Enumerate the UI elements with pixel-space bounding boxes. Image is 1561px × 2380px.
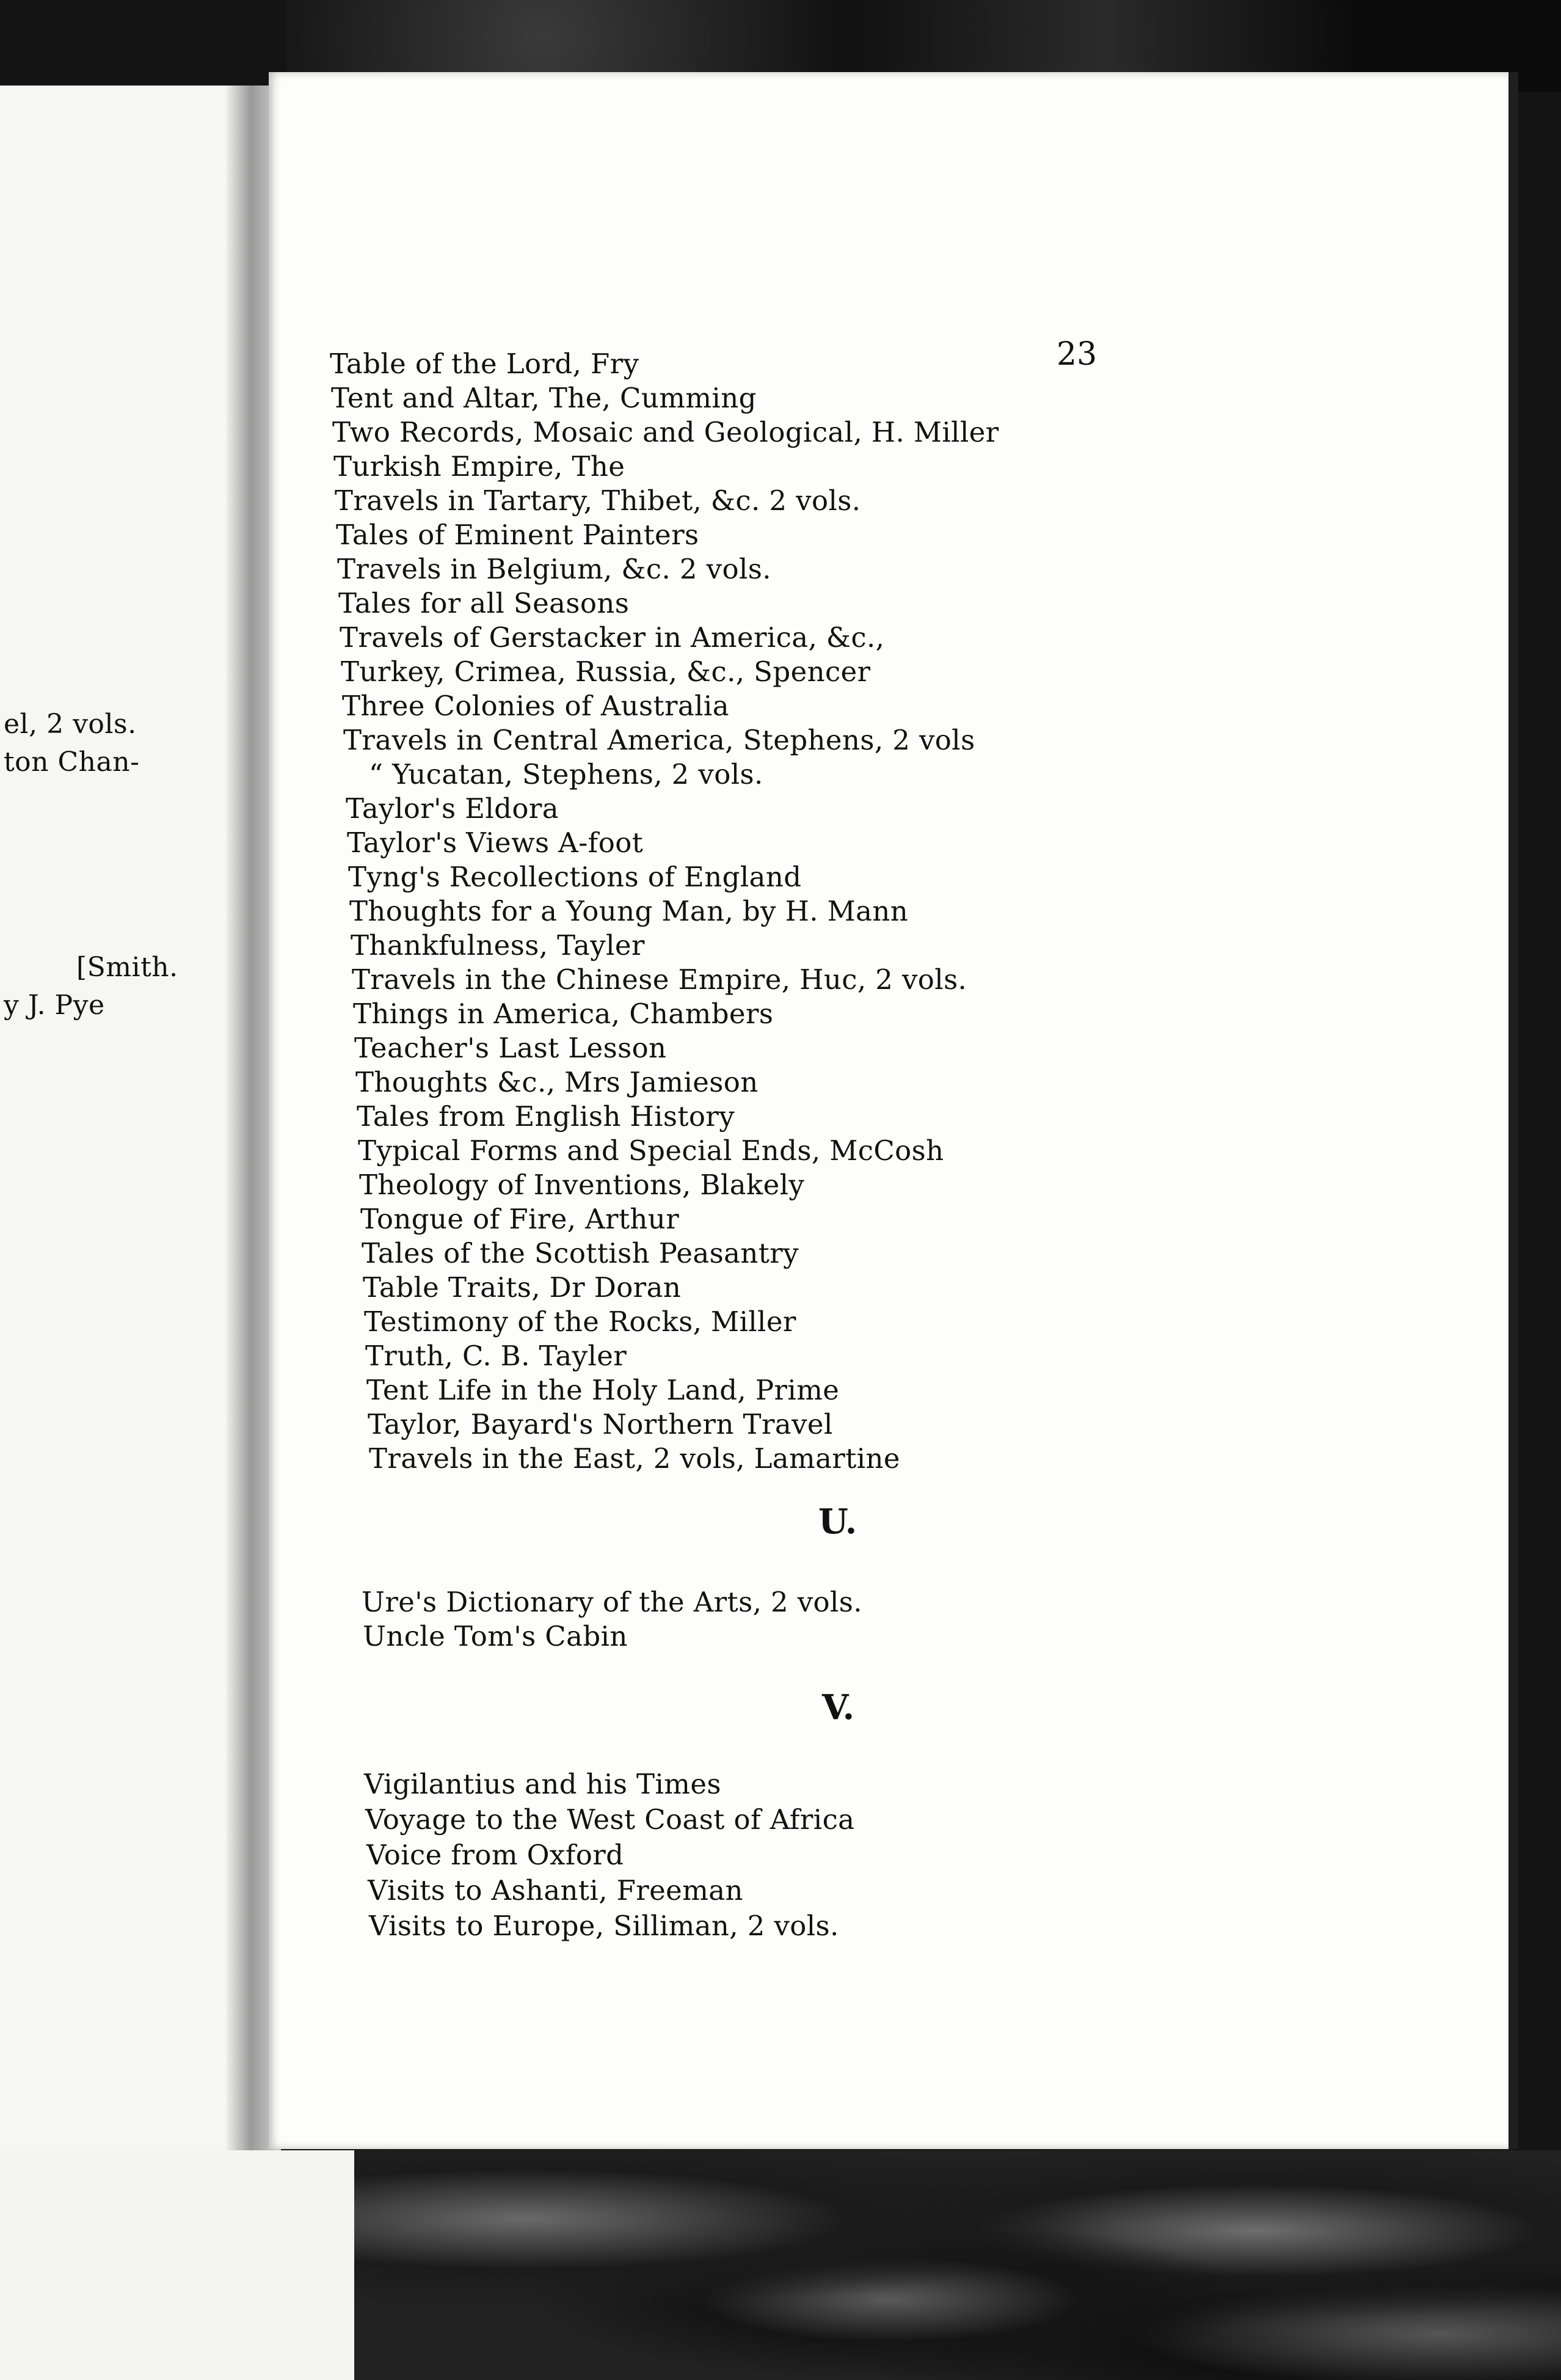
catalogue-entry: Tales of the Scottish Peasantry [362, 1237, 799, 1269]
marbled-cover-bottom [342, 2150, 1561, 2380]
catalogue-entry: Things in America, Chambers [353, 998, 774, 1030]
catalogue-entry: Taylor's Eldora [346, 792, 559, 825]
catalogue-entry: Voyage to the West Coast of Africa [365, 1803, 855, 1836]
catalogue-entry: Theology of Inventions, Blakely [359, 1169, 805, 1201]
catalogue-entry: Travels in the Chinese Empire, Huc, 2 vols. [352, 963, 967, 996]
catalogue-entry: Uncle Tom's Cabin [363, 1620, 628, 1652]
catalogue-entry: Tyng's Recollections of England [348, 861, 802, 893]
catalogue-entry: Testimony of the Rocks, Miller [364, 1305, 796, 1338]
left-page-fragment: ton Chan- [4, 746, 140, 778]
catalogue-page [269, 72, 1515, 2149]
catalogue-entry: Table of the Lord, Fry [330, 348, 639, 380]
left-page-lower-edge [0, 2150, 354, 2380]
catalogue-entry: Typical Forms and Special Ends, McCosh [358, 1134, 944, 1167]
catalogue-entry: Visits to Ashanti, Freeman [368, 1874, 743, 1907]
left-page-fragment: [Smith. [76, 952, 178, 983]
catalogue-entry: Travels in Central America, Stephens, 2 vols [343, 724, 975, 756]
catalogue-entry: Table Traits, Dr Doran [363, 1271, 682, 1304]
catalogue-entry: Tales for all Seasons [338, 587, 630, 619]
catalogue-entry: Two Records, Mosaic and Geological, H. Miller [332, 416, 999, 448]
catalogue-entry: Turkey, Crimea, Russia, &c., Spencer [341, 655, 871, 688]
catalogue-entry: “ Yucatan, Stephens, 2 vols. [369, 758, 763, 790]
page-number: 23 [1057, 336, 1097, 373]
catalogue-entry: Thoughts &c., Mrs Jamieson [355, 1066, 759, 1098]
catalogue-entry: Taylor, Bayard's Northern Travel [368, 1408, 833, 1440]
catalogue-entry: Travels in Belgium, &c. 2 vols. [337, 553, 771, 585]
catalogue-entry: Tales of Eminent Painters [336, 519, 699, 551]
catalogue-entry: Tongue of Fire, Arthur [360, 1203, 680, 1235]
catalogue-entry: Truth, C. B. Tayler [365, 1340, 627, 1372]
section-heading-u: U. [818, 1502, 857, 1542]
section-heading-v: V. [822, 1687, 855, 1728]
catalogue-entry: Thankfulness, Tayler [351, 929, 645, 962]
catalogue-entry: Tales from English History [357, 1100, 735, 1133]
catalogue-entry: Tent Life in the Holy Land, Prime [366, 1374, 840, 1406]
catalogue-entry: Tent and Altar, The, Cumming [331, 382, 757, 414]
catalogue-entry: Travels in the East, 2 vols, Lamartine [369, 1442, 900, 1475]
catalogue-entry: Vigilantius and his Times [364, 1768, 721, 1800]
left-page-fragment: y J. Pye [4, 990, 105, 1021]
left-page-fragment: el, 2 vols. [4, 709, 137, 740]
catalogue-entry: Three Colonies of Australia [342, 690, 729, 722]
catalogue-entry: Turkish Empire, The [333, 450, 625, 483]
catalogue-entry: Ure's Dictionary of the Arts, 2 vols. [362, 1586, 863, 1618]
catalogue-entry: Visits to Europe, Silliman, 2 vols. [369, 1910, 839, 1942]
catalogue-entry: Travels in Tartary, Thibet, &c. 2 vols. [335, 484, 861, 517]
catalogue-entry: Thoughts for a Young Man, by H. Mann [349, 895, 909, 927]
left-facing-page [0, 86, 249, 2150]
catalogue-entry: Teacher's Last Lesson [354, 1032, 667, 1064]
catalogue-entry: Travels of Gerstacker in America, &c., [340, 621, 885, 654]
catalogue-entry: Voice from Oxford [366, 1839, 624, 1871]
catalogue-entry: Taylor's Views A-foot [347, 827, 644, 859]
page-edge-shadow [1508, 72, 1518, 2149]
